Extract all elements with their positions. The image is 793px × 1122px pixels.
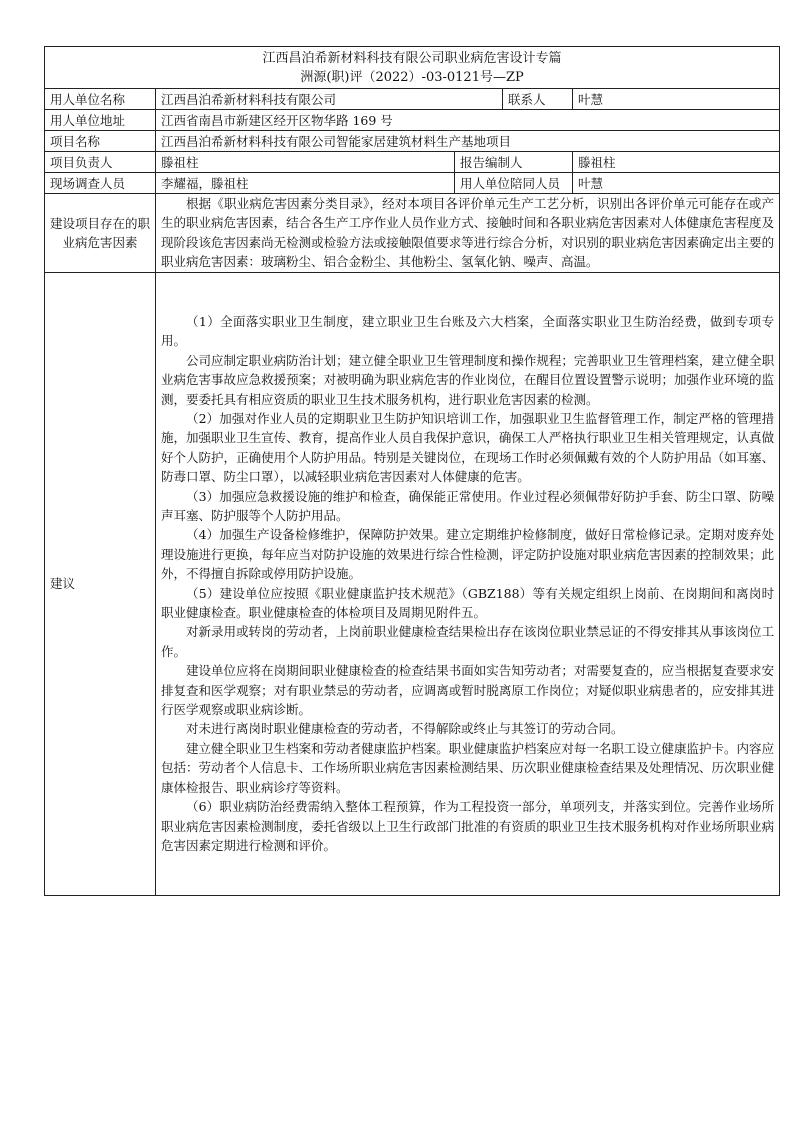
suggestion-paragraph: （1）全面落实职业卫生制度，建立职业卫生台账及六大档案，全面落实职业卫生防治经费，做到专项专用。 [161,313,775,349]
hazards-label: 建设项目存在的职业病危害因素 [45,194,156,273]
site-survey-value: 李耀福，滕祖柱 [156,173,455,194]
suggestion-paragraph: （3）加强应急救援设施的维护和检查，确保能正常使用。作业过程必须佩带好防护手套、防尘口罩、防噪声耳塞、防护服等个人防护用品。 [161,488,775,523]
contact-value: 叶慧 [573,89,780,110]
hazards-cell [156,194,780,273]
suggestions-row [45,272,780,895]
suggestion-paragraph: 建立健全职业卫生档案和劳动者健康监护档案。职业健康监护档案应对每一名职工设立健康监护卡。内容应包括：劳动者个人信息卡、工作场所职业病危害因素检测结果、历次职业健康检查结果及处理情况、历次职业健康体检报告、职业病诊疗等资料。 [161,740,775,795]
hazards-row [45,194,780,273]
suggestion-paragraph: 对未进行离岗时职业健康检查的劳动者，不得解除或终止与其签订的劳动合同。 [186,721,624,737]
suggestion-paragraph: （6）职业病防治经费需纳入整体工程预算，作为工程投资一部分，单项列支，并落实到位。完善作业场所职业病危害因素检测制度，委托省级以上卫生行政部门批准的有资质的职业卫生技术服务机构对作业场所职业病危害因素定期进行检测和评价。 [161,799,775,853]
accompany-value: 叶慧 [573,173,780,194]
report-info-table [44,46,780,896]
project-name-value: 江西昌泊希新材料科技有限公司智能家居建筑材料生产基地项目 [156,131,780,152]
employer-address-row [45,110,780,131]
suggestion-paragraph: 对新录用或转岗的劳动者，上岗前职业健康检查结果检出存在该岗位职业禁忌证的不得安排其从事该岗位工作。 [161,624,775,659]
project-leader-value: 滕祖柱 [156,152,455,173]
suggestion-paragraph: 建设单位应将在岗期间职业健康检查的检查结果书面如实告知劳动者；对需要复查的，应当根据复查要求安排复查和医学观察；对有职业禁忌的劳动者，应调离或暂时脱离原工作岗位；对疑似职业病患者的，应安排其进行医学观察或职业病诊断。 [161,663,775,718]
project-name-row [45,131,780,152]
suggestion-paragraph: （4）加强生产设备检修维护，保障防护效果。建立定期维护检修制度，做好日常检修记录。定期对废弃处理设施进行更换，每年应当对防护设施的效果进行综合性检测，评定防护设施对职业病危害因素的控制效果；此外，不得擅自拆除或停用防护设施。 [161,527,775,582]
suggestions-label: 建议 [45,272,156,895]
suggestion-paragraph: 公司应制定职业病防治计划；建立健全职业卫生管理制度和操作规程；完善职业卫生管理档案，建立健全职业病危害事故应急救援预案；对被明确为职业病危害的作业岗位，在醒目位置设置警示说明；加强作业环境的监测，要委托具有相应资质的职业卫生技术服务机构，进行职业危害因素的检测。 [161,352,775,407]
site-survey-label: 现场调查人员 [45,173,156,194]
employer-name-row [45,89,780,110]
document-number: 洲源(职)评（2022）-03-0121号—ZP [300,69,524,85]
suggestions-cell [156,272,780,895]
project-name-label: 项目名称 [45,131,156,152]
contact-label: 联系人 [503,89,573,110]
report-author-label: 报告编制人 [455,152,573,173]
employer-name-value: 江西昌泊希新材料科技有限公司 [156,89,503,110]
document-title: 江西昌泊希新材料科技有限公司职业病危害设计专篇 [262,50,562,66]
project-leader-row [45,152,780,173]
report-author-value: 滕祖柱 [573,152,780,173]
suggestion-paragraph: （5）建设单位应按照《职业健康监护技术规范》（GBZ188）等有关规定组织上岗前、在岗期间和离岗时职业健康检查。职业健康检查的体检项目及周期见附件五。 [161,585,775,621]
employer-name-label: 用人单位名称 [45,89,156,110]
report-form-sheet [44,46,779,896]
accompany-label: 用人单位陪同人员 [455,173,573,194]
site-survey-row [45,173,780,194]
title-row [45,47,780,89]
employer-address-label: 用人单位地址 [45,110,156,131]
employer-address-value: 江西省南昌市新建区经开区物华路 169 号 [156,110,780,131]
hazards-text: 根据《职业病危害因素分类目录》，经对本项目各评价单元生产工艺分析，识别出各评价单元可能存在或产生的职业病危害因素，结合各生产工序作业人员作业方式、接触时间和各职业病危害因素对人体健康危害程度及现阶段该危害因素尚无检测或检验方法或接触限值要求等进行综合分析，对识别的职业病危害因素确定出主要的职业病危害因素：玻璃粉尘、铝合金粉尘、其他粉尘、氢氧化钠、噪声、高温。 [161,196,775,270]
project-leader-label: 项目负责人 [45,152,156,173]
document-title-cell [45,47,780,89]
suggestion-paragraph: （2）加强对作业人员的定期职业卫生防护知识培训工作，加强职业卫生监督管理工作，制定严格的管理措施，加强职业卫生宣传、教育，提高作业人员自我保护意识，确保工人严格执行职业卫生相关管理规定，认真做好个人防护，正确使用个人防护用品。特别是关键岗位，在现场工作时必须佩戴有效的个人防护用品（如耳塞、防毒口罩、防尘口罩），以减轻职业病危害因素对人体健康的危害。 [161,410,775,485]
